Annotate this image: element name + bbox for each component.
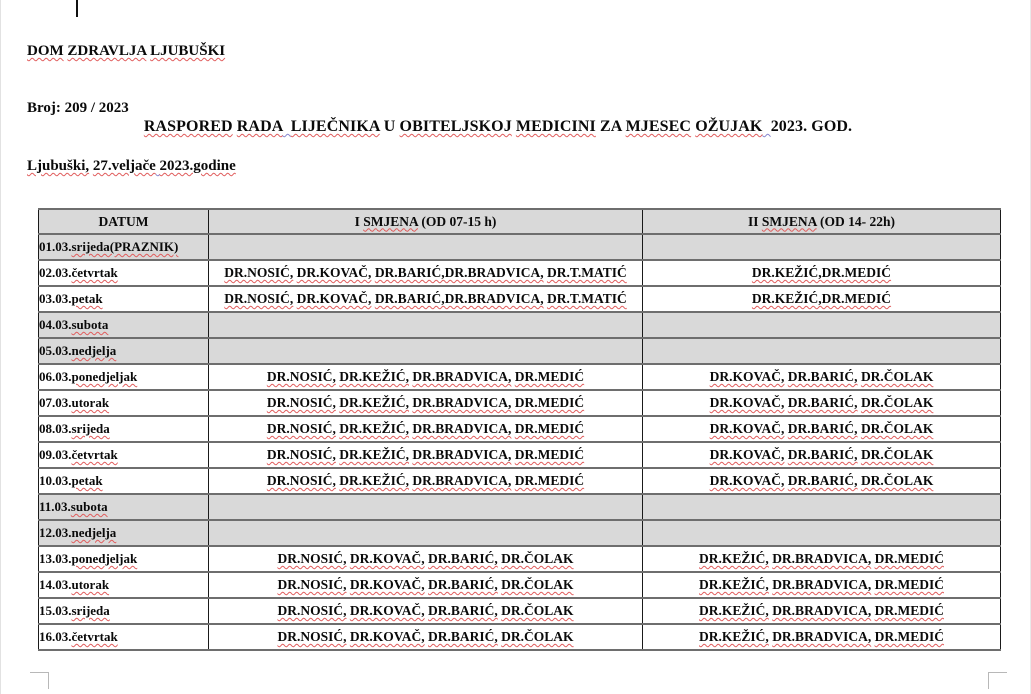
doctor-name: DR.ČOLAK	[501, 577, 574, 592]
doctor-name: DR.ČOLAK	[501, 603, 574, 618]
doctor-name: DR.KEŽIĆ,	[339, 369, 409, 384]
document-title	[20, 118, 976, 136]
text-segment	[283, 118, 291, 135]
doctor-name: DR.MEDIĆ	[514, 369, 585, 384]
doctor-name: DR.KEŽIĆ,	[699, 551, 769, 566]
doctor-name: DR.NOSIĆ,	[277, 551, 347, 566]
doctor-name: DR.KEŽIĆ,	[699, 577, 769, 592]
shift2-cell	[643, 520, 1001, 546]
doctor-name: DR.KEŽIĆ,	[339, 421, 409, 436]
doctor-name: DR.NOSIĆ,	[277, 577, 347, 592]
date-cell	[39, 286, 209, 312]
date-number: 06.03.	[39, 369, 72, 384]
date-number: 05.03.	[39, 343, 72, 358]
doctor-name: DR.KOVAČ,	[296, 291, 372, 306]
table-row	[39, 494, 1001, 520]
date-cell	[39, 520, 209, 546]
doctor-name: DR.KEŽIĆ,	[699, 629, 769, 644]
date-dayname: četvrtak	[71, 447, 118, 462]
doctor-name: DR.BARIĆ,	[787, 421, 858, 436]
date-cell	[39, 312, 209, 338]
doctor-name: DR.KOVAČ,	[709, 369, 785, 384]
doc-number-line	[27, 97, 236, 120]
doctor-name: DR.NOSIĆ,	[266, 473, 336, 488]
doctor-name: DR.KEŽIĆ,	[339, 395, 409, 410]
shift2-cell	[643, 234, 1001, 260]
shift2-cell	[643, 572, 1001, 598]
doctor-name: DR.NOSIĆ,	[266, 421, 336, 436]
table-row	[39, 260, 1001, 286]
doctor-name: DR.KOVAČ,	[709, 447, 785, 462]
date-number: 07.03.	[39, 395, 72, 410]
doctor-name: DR.BARIĆ,	[787, 369, 858, 384]
text-segment: Ljubuški,	[27, 158, 90, 174]
table-row	[39, 546, 1001, 572]
doctor-name: DR.BRADVICA,	[412, 473, 512, 488]
doctor-name: DR.NOSIĆ,	[266, 447, 336, 462]
doctor-name: DR.KOVAČ,	[296, 265, 372, 280]
doctor-name: DR.BRADVICA,	[412, 421, 512, 436]
date-dayname: srijeda(PRAZNIK)	[71, 239, 179, 254]
doctor-name: DR.BARIĆ,	[787, 447, 858, 462]
date-number: 08.03.	[39, 421, 72, 436]
date-cell	[39, 390, 209, 416]
table-row	[39, 312, 1001, 338]
date-dayname: srijeda	[71, 603, 110, 618]
shift1-cell	[209, 338, 643, 364]
doctor-name: DR.KEŽIĆ,DR.MEDIĆ	[751, 291, 892, 306]
date-number: 11.03.	[39, 499, 71, 514]
column-header-shift1	[209, 209, 643, 234]
date-dayname: subota	[71, 317, 109, 332]
text-segment: ZA	[599, 118, 622, 135]
doctor-name: DR.MEDIĆ	[514, 395, 585, 410]
doctor-name: DR.NOSIĆ,	[277, 629, 347, 644]
shift2-cell	[643, 390, 1001, 416]
table-row	[39, 364, 1001, 390]
doctor-name: DR.BRADVICA,	[412, 395, 512, 410]
doctor-name: DR.KOVAČ,	[709, 421, 785, 436]
table-row	[39, 572, 1001, 598]
date-number: 03.03.	[39, 291, 72, 306]
doctor-name: DR.KEŽIĆ,	[339, 473, 409, 488]
date-dayname: petak	[71, 473, 103, 488]
shift1-cell	[209, 234, 643, 260]
date-dayname: nedjelja	[71, 343, 117, 358]
shift1-cell	[209, 442, 643, 468]
date-number: 14.03.	[39, 577, 72, 592]
table-row	[39, 442, 1001, 468]
date-cell	[39, 546, 209, 572]
date-dayname: nedjelja	[71, 525, 117, 540]
doctor-name: DR.ČOLAK	[860, 473, 934, 488]
doctor-name: DR.ČOLAK	[860, 369, 934, 384]
shift2-cell	[643, 312, 1001, 338]
doctor-name: DR.BARIĆ,DR.BRADVICA,	[374, 291, 544, 306]
date-dayname: ponedjeljak	[71, 369, 138, 384]
shift1-cell	[209, 572, 643, 598]
date-dayname: subota	[70, 499, 108, 514]
date-cell	[39, 624, 209, 650]
text-segment: SMJENA	[363, 213, 419, 229]
date-number: 01.03.	[39, 239, 72, 254]
date-number: 04.03.	[39, 317, 72, 332]
text-segment: MEDICINI	[515, 118, 596, 135]
doctor-name: DR.ČOLAK	[860, 395, 934, 410]
table-row	[39, 390, 1001, 416]
doctor-name: DR.KOVAČ,	[709, 473, 785, 488]
shift2-cell	[643, 624, 1001, 650]
doctor-name: DR.ČOLAK	[501, 551, 574, 566]
date-number: 02.03.	[39, 265, 72, 280]
shift2-cell	[643, 286, 1001, 312]
shift1-cell	[209, 312, 643, 338]
text-segment: Broj: 209 / 2023	[27, 100, 129, 116]
date-cell	[39, 468, 209, 494]
doctor-name: DR.BARIĆ,	[787, 395, 858, 410]
shift1-cell	[209, 390, 643, 416]
text-segment: (OD 07-15 h)	[418, 213, 497, 229]
text-segment: RASPORED	[143, 118, 233, 135]
shift2-cell	[643, 442, 1001, 468]
shift1-cell	[209, 624, 643, 650]
text-segment: DOM	[27, 43, 64, 59]
text-segment: 2023.godine	[159, 158, 236, 174]
shift1-cell	[209, 598, 643, 624]
shift1-cell	[209, 286, 643, 312]
date-dayname: petak	[71, 291, 103, 306]
margin-corner-mark-right	[988, 672, 1007, 689]
date-dayname: srijeda	[71, 421, 110, 436]
text-segment	[762, 118, 770, 135]
doctor-name: DR.BRADVICA,	[412, 447, 512, 462]
date-number: 16.03.	[39, 629, 72, 644]
date-dayname: utorak	[71, 577, 110, 592]
text-segment: II	[747, 213, 762, 229]
doctor-name: DR.MEDIĆ	[874, 577, 944, 592]
table-row	[39, 598, 1001, 624]
margin-corner-mark-left	[30, 672, 49, 689]
column-header-datum: DATUM	[39, 209, 209, 234]
doctor-name: DR.BARIĆ,	[787, 473, 858, 488]
table-row	[39, 416, 1001, 442]
doctor-name: DR.KOVAČ,	[349, 629, 425, 644]
date-dayname: utorak	[71, 395, 110, 410]
table-header-row	[39, 209, 1001, 234]
doctor-name: DR.T.MATIĆ	[546, 291, 627, 306]
date-cell	[39, 260, 209, 286]
doctor-name: DR.T.MATIĆ	[546, 265, 627, 280]
table-row	[39, 338, 1001, 364]
table-row	[39, 520, 1001, 546]
doctor-name: DR.KOVAČ,	[349, 603, 425, 618]
table-row	[39, 624, 1001, 650]
doctor-name: DR.KOVAČ,	[709, 395, 785, 410]
doctor-name: DR.BARIĆ,	[428, 577, 498, 592]
doctor-name: DR.KEŽIĆ,	[699, 603, 769, 618]
table-row	[39, 286, 1001, 312]
doctor-name: DR.ČOLAK	[860, 447, 934, 462]
doctor-name: DR.MEDIĆ	[874, 603, 944, 618]
doctor-name: DR.BRADVICA,	[412, 369, 512, 384]
table-row	[39, 234, 1001, 260]
doctor-name: DR.MEDIĆ	[514, 421, 585, 436]
shift1-cell	[209, 546, 643, 572]
text-segment: I	[354, 213, 364, 229]
doctor-name: DR.KEŽIĆ,	[339, 447, 409, 462]
doctor-name: DR.BARIĆ,	[428, 629, 498, 644]
date-dayname: ponedjeljak	[71, 551, 138, 566]
shift2-cell	[643, 338, 1001, 364]
text-segment: LIJEČNIKA	[290, 118, 380, 135]
table-row	[39, 468, 1001, 494]
date-cell	[39, 494, 209, 520]
shift2-cell	[643, 494, 1001, 520]
doctor-name: DR.KOVAČ,	[349, 551, 425, 566]
date-number: 12.03.	[39, 525, 72, 540]
date-cell	[39, 364, 209, 390]
doctor-name: DR.MEDIĆ	[874, 551, 944, 566]
text-segment: SMJENA	[761, 213, 817, 229]
date-number: 10.03.	[39, 473, 72, 488]
doctor-name: DR.ČOLAK	[501, 629, 574, 644]
shift2-cell	[643, 364, 1001, 390]
text-segment: (OD 14- 22h)	[816, 213, 896, 229]
shift1-cell	[209, 260, 643, 286]
doctor-name: DR.BRADVICA,	[772, 551, 872, 566]
doctor-name: DR.NOSIĆ,	[277, 603, 347, 618]
date-number: 09.03.	[39, 447, 72, 462]
place-date-line	[27, 155, 236, 178]
date-dayname: četvrtak	[71, 629, 118, 644]
shift2-cell	[643, 416, 1001, 442]
doctor-name: DR.MEDIĆ	[874, 629, 944, 644]
date-number: 13.03.	[39, 551, 72, 566]
doctor-name: DR.KEŽIĆ,DR.MEDIĆ	[751, 265, 892, 280]
date-cell	[39, 416, 209, 442]
text-segment: 2023. GOD.	[770, 118, 853, 135]
shift2-cell	[643, 468, 1001, 494]
shift1-cell	[209, 468, 643, 494]
text-segment: RADA	[236, 118, 283, 135]
doctor-name: DR.NOSIĆ,	[224, 265, 294, 280]
text-segment: OŽUJAK	[695, 118, 763, 135]
doctor-name: DR.ČOLAK	[860, 421, 934, 436]
text-segment: 27.veljače	[92, 158, 156, 174]
shift2-cell	[643, 598, 1001, 624]
column-header-shift2	[643, 209, 1001, 234]
doctor-name: DR.NOSIĆ,	[224, 291, 294, 306]
doctor-name: DR.BRADVICA,	[772, 577, 872, 592]
document-header	[27, 6, 236, 212]
shift1-cell	[209, 520, 643, 546]
text-segment: LJUBUŠKI	[150, 43, 226, 59]
text-segment: U	[383, 118, 396, 135]
doctor-name: DR.NOSIĆ,	[266, 369, 336, 384]
date-cell	[39, 234, 209, 260]
text-segment: MJESEC	[625, 118, 692, 135]
doctor-name: DR.MEDIĆ	[514, 473, 585, 488]
text-segment: ZDRAVLJA	[67, 43, 147, 59]
doctor-name: DR.BARIĆ,DR.BRADVICA,	[374, 265, 544, 280]
shift1-cell	[209, 416, 643, 442]
doctor-name: DR.MEDIĆ	[514, 447, 585, 462]
doctor-name: DR.BARIĆ,	[428, 603, 498, 618]
shift1-cell	[209, 364, 643, 390]
doctor-name: DR.BARIĆ,	[428, 551, 498, 566]
doctor-name: DR.KOVAČ,	[349, 577, 425, 592]
date-cell	[39, 598, 209, 624]
date-cell	[39, 338, 209, 364]
date-cell	[39, 572, 209, 598]
date-dayname: četvrtak	[71, 265, 118, 280]
shift2-cell	[643, 260, 1001, 286]
doctor-name: DR.BRADVICA,	[772, 629, 872, 644]
shift2-cell	[643, 546, 1001, 572]
doctor-name: DR.BRADVICA,	[772, 603, 872, 618]
shift1-cell	[209, 494, 643, 520]
date-number: 15.03.	[39, 603, 72, 618]
date-cell	[39, 442, 209, 468]
org-name-line	[27, 40, 236, 63]
doctor-name: DR.NOSIĆ,	[266, 395, 336, 410]
text-segment: OBITELJSKOJ	[399, 118, 512, 135]
schedule-table	[38, 208, 1001, 651]
